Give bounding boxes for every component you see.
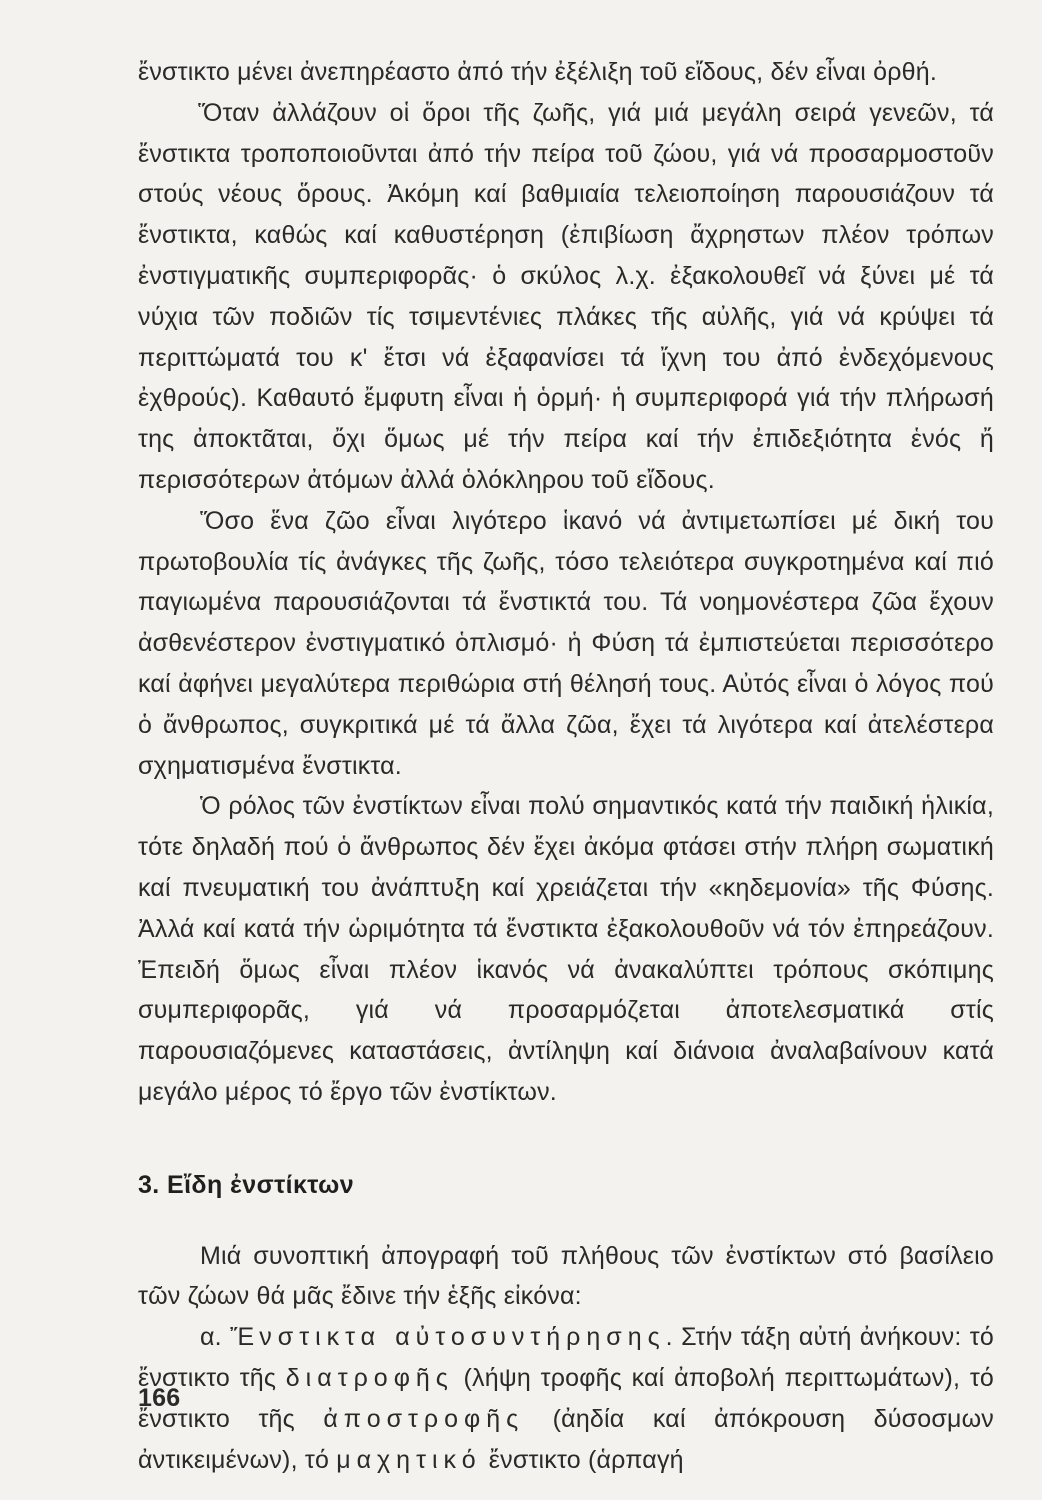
list-item-a-text-1: . Στήν τάξη αὐτή ἀνήκουν: τό ἔνστικτο τῆς [138, 1323, 994, 1392]
section-heading: 3. Εἴδη ἐνστίκτων [138, 1170, 354, 1199]
term-combative: μαχητικό [336, 1445, 482, 1474]
page-body [138, 52, 994, 1480]
paragraph-2: Ὅταν ἀλλάζουν οἱ ὅροι τῆς ζωῆς, γιά μιά μεγάλη σειρά γενεῶν, τά ἔνστικτα τροποποιοῦνται ἀπό τήν πείρα τοῦ ζώου, γιά νά προσαρμοστοῦν στούς νέους ὅρους. Ἀκόμη καί βαθμιαία τελειοποίηση παρουσιάζουν τά ἔνστικτα, καθώς καί καθυστέρηση (ἐπιβίωση ἄχρηστων πλέον τρόπων ἐνστιγματικῆς συμπεριφορᾶς· ὁ σκύλος λ.χ. ἐξακολουθεῖ νά ξύνει μέ τά νύχια τῶν ποδιῶν τίς τσιμεντένιες πλάκες τῆς αὐλῆς, γιά νά κρύψει τά περιττώματά του κ' ἔτσι νά ἐξαφανίσει τά ἴχνη του ἀπό ἐνδεχόμενους ἐχθρούς). Καθαυτό ἔμφυτη εἶναι ἡ ὁρμή· ἡ συμπεριφορά γιά τήν πλήρωσή της ἀποκτᾶται, ὄχι ὅμως μέ τήν πείρα καί τήν ἐπιδεξιότητα ἑνός ἤ περισσότερων ἀτόμων ἀλλά ὁλόκληρου τοῦ εἴδους. [138, 98, 994, 494]
list-item-a [138, 1317, 994, 1480]
list-item-a-text-2: (λήψη τροφῆς καί ἀποβολή περιττωμάτων), τό ἔνστικτο τῆς [138, 1363, 994, 1433]
term-aversion: ἀποστροφῆς [323, 1404, 525, 1433]
term-nutrition: διατροφῆς [285, 1363, 454, 1392]
paragraph-1: ἔνστικτο μένει ἀνεπηρέαστο ἀπό τήν ἐξέλιξη τοῦ εἴδους, δέν εἶναι ὀρθή. [138, 58, 938, 86]
list-item-a-text-4: ἔνστικτο (ἁρπαγή [481, 1445, 684, 1474]
list-item-a-prefix: α. [200, 1323, 231, 1352]
paragraph-5: Μιά συνοπτική ἀπογραφή τοῦ πλήθους τῶν ἐνστίκτων στό βασίλειο τῶν ζώων θά μᾶς ἔδινε τήν ἑξῆς εἰκόνα: [138, 1241, 994, 1311]
paragraph-4: Ὁ ρόλος τῶν ἐνστίκτων εἶναι πολύ σημαντικός κατά τήν παιδική ἡλικία, τότε δηλαδή πού ὁ ἄνθρωπος δέν ἔχει ἀκόμα φτάσει στήν πλήρη σωματική καί πνευματική του ἀνάπτυξη καί χρειάζεται τήν «κηδεμονία» τῆς Φύσης. Ἀλλά καί κατά τήν ὡριμότητα τά ἔνστικτα ἐξακολουθοῦν νά τόν ἐπηρεάζουν. Ἐπειδή ὅμως εἶναι πλέον ἱκανός νά ἀνακαλύπτει τρόπους σκόπιμης συμπεριφορᾶς, γιά νά προσαρμόζεται ἀποτελεσματικά στίς παρουσιαζόμενες καταστάσεις, ἀντίληψη καί διάνοια ἀναλαβαίνουν κατά μεγάλο μέρος τό ἔργο τῶν ἐνστίκτων. [138, 792, 994, 1106]
paragraph-3: Ὅσο ἕνα ζῶο εἶναι λιγότερο ἱκανό νά ἀντιμετωπίσει μέ δική του πρωτοβουλία τίς ἀνάγκες τῆς ζωῆς, τόσο τελειότερα συγκροτημένα καί πιό παγιωμένα παρουσιάζονται τά ἔνστικτά του. Τά νοημονέστερα ζῶα ἔχουν ἀσθενέστερον ἐνστιγματικό ὁπλισμό· ἡ Φύση τά ἐμπιστεύεται περισσότερο καί ἀφήνει μεγαλύτερα περιθώρια στή θέλησή τους. Αὐτός εἶναι ὁ λόγος πού ὁ ἄνθρωπος, συγκριτικά μέ τά ἄλλα ζῶα, ἔχει τά λιγότερα καί ἀτελέστερα σχηματισμένα ἔνστικτα. [138, 506, 994, 780]
page-number: 166 [138, 1384, 181, 1412]
list-item-a-text-3: (ἀηδία καί ἀπόκρουση δύσοσμων ἀντικειμένων), τό [138, 1404, 994, 1474]
term-self-preservation: Ἔνστικτα αὐτοσυντήρησης [230, 1323, 666, 1352]
